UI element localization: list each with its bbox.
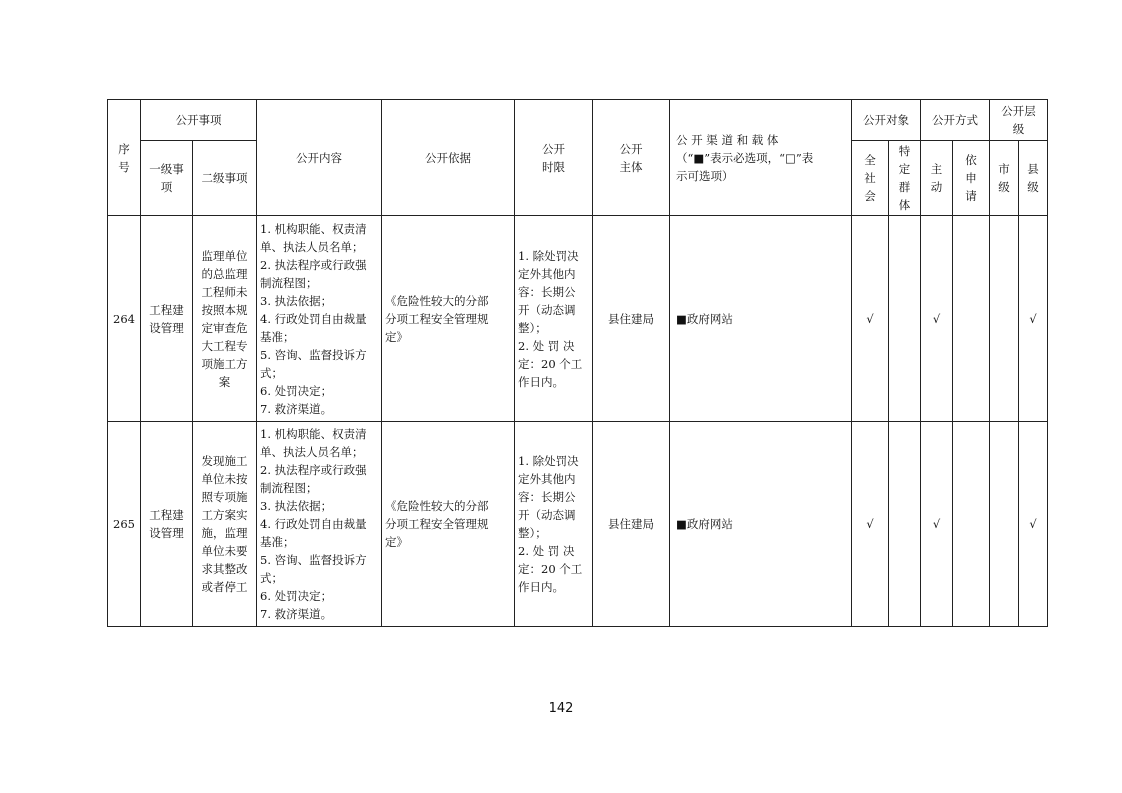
row-method-active: √ xyxy=(921,422,953,627)
row-channel: ■政府网站 xyxy=(670,216,852,422)
header-method: 公开方式 xyxy=(921,100,990,141)
header-method-apply: 依 申 请 xyxy=(953,141,990,216)
disclosure-table xyxy=(107,99,1048,627)
row-level2: 监理单位 的总监理 工程师未 按照本规 定审查危 大工程专 项施工方 案 xyxy=(193,216,257,422)
row-tier-county: √ xyxy=(1019,216,1048,422)
row-method-apply xyxy=(953,216,990,422)
page-number: 142 xyxy=(548,701,574,716)
header-content: 公开内容 xyxy=(257,100,382,216)
row-tier-city xyxy=(990,216,1019,422)
header-item: 公开事项 xyxy=(141,100,257,141)
row-basis: 《危险性较大的分部 分项工程安全管理规 定》 xyxy=(382,422,515,627)
header-target-specific: 特 定 群 体 xyxy=(889,141,921,216)
row-seq: 265 xyxy=(108,422,141,627)
header-level1: 一级事 项 xyxy=(141,141,193,216)
row-content: 1. 机构职能、权责清 单、执法人员名单； 2. 执法程序或行政强 制流程图； 3. 执法依据； 4. 行政处罚自由裁量 基准； 5. 咨询、监督投诉方 式； 6. 处罚决定； 7. 救济渠道。 xyxy=(257,422,382,627)
header-subject: 公开 主体 xyxy=(593,100,670,216)
header-method-active: 主 动 xyxy=(921,141,953,216)
header-tier-city: 市 级 xyxy=(990,141,1019,216)
row-limit: 1. 除处罚决 定外其他内 容：长期公 开（动态调 整）； 2. 处 罚 决 定：20 个工 作日内。 xyxy=(515,422,593,627)
header-tier-county: 县 级 xyxy=(1019,141,1048,216)
row-method-active: √ xyxy=(921,216,953,422)
header-basis: 公开依据 xyxy=(382,100,515,216)
header-level2: 二级事项 xyxy=(193,141,257,216)
row-method-apply xyxy=(953,422,990,627)
header-target-all: 全 社 会 xyxy=(852,141,889,216)
row-channel: ■政府网站 xyxy=(670,422,852,627)
row-level2: 发现施工 单位未按 照专项施 工方案实 施，监理 单位未要 求其整改 或者停工 xyxy=(193,422,257,627)
row-level1: 工程建 设管理 xyxy=(141,422,193,627)
row-subject: 县住建局 xyxy=(593,216,670,422)
row-seq: 264 xyxy=(108,216,141,422)
header-limit: 公开 时限 xyxy=(515,100,593,216)
header-seq: 序 号 xyxy=(108,100,141,216)
row-subject: 县住建局 xyxy=(593,422,670,627)
table-row xyxy=(108,216,1048,422)
row-target-all: √ xyxy=(852,422,889,627)
row-target-specific xyxy=(889,216,921,422)
header-channel: 公 开 渠 道 和 载 体 （“■”表示必选项，“□”表 示可选项） xyxy=(670,100,852,216)
row-tier-county: √ xyxy=(1019,422,1048,627)
row-target-specific xyxy=(889,422,921,627)
table-row xyxy=(108,422,1048,627)
row-tier-city xyxy=(990,422,1019,627)
header-target: 公开对象 xyxy=(852,100,921,141)
row-level1: 工程建 设管理 xyxy=(141,216,193,422)
row-basis: 《危险性较大的分部 分项工程安全管理规 定》 xyxy=(382,216,515,422)
row-content: 1. 机构职能、权责清 单、执法人员名单； 2. 执法程序或行政强 制流程图； 3. 执法依据； 4. 行政处罚自由裁量 基准； 5. 咨询、监督投诉方 式； 6. 处罚决定； 7. 救济渠道。 xyxy=(257,216,382,422)
row-limit: 1. 除处罚决 定外其他内 容：长期公 开（动态调 整）； 2. 处 罚 决 定：20 个工 作日内。 xyxy=(515,216,593,422)
header-tier: 公开层 级 xyxy=(990,100,1048,141)
row-target-all: √ xyxy=(852,216,889,422)
